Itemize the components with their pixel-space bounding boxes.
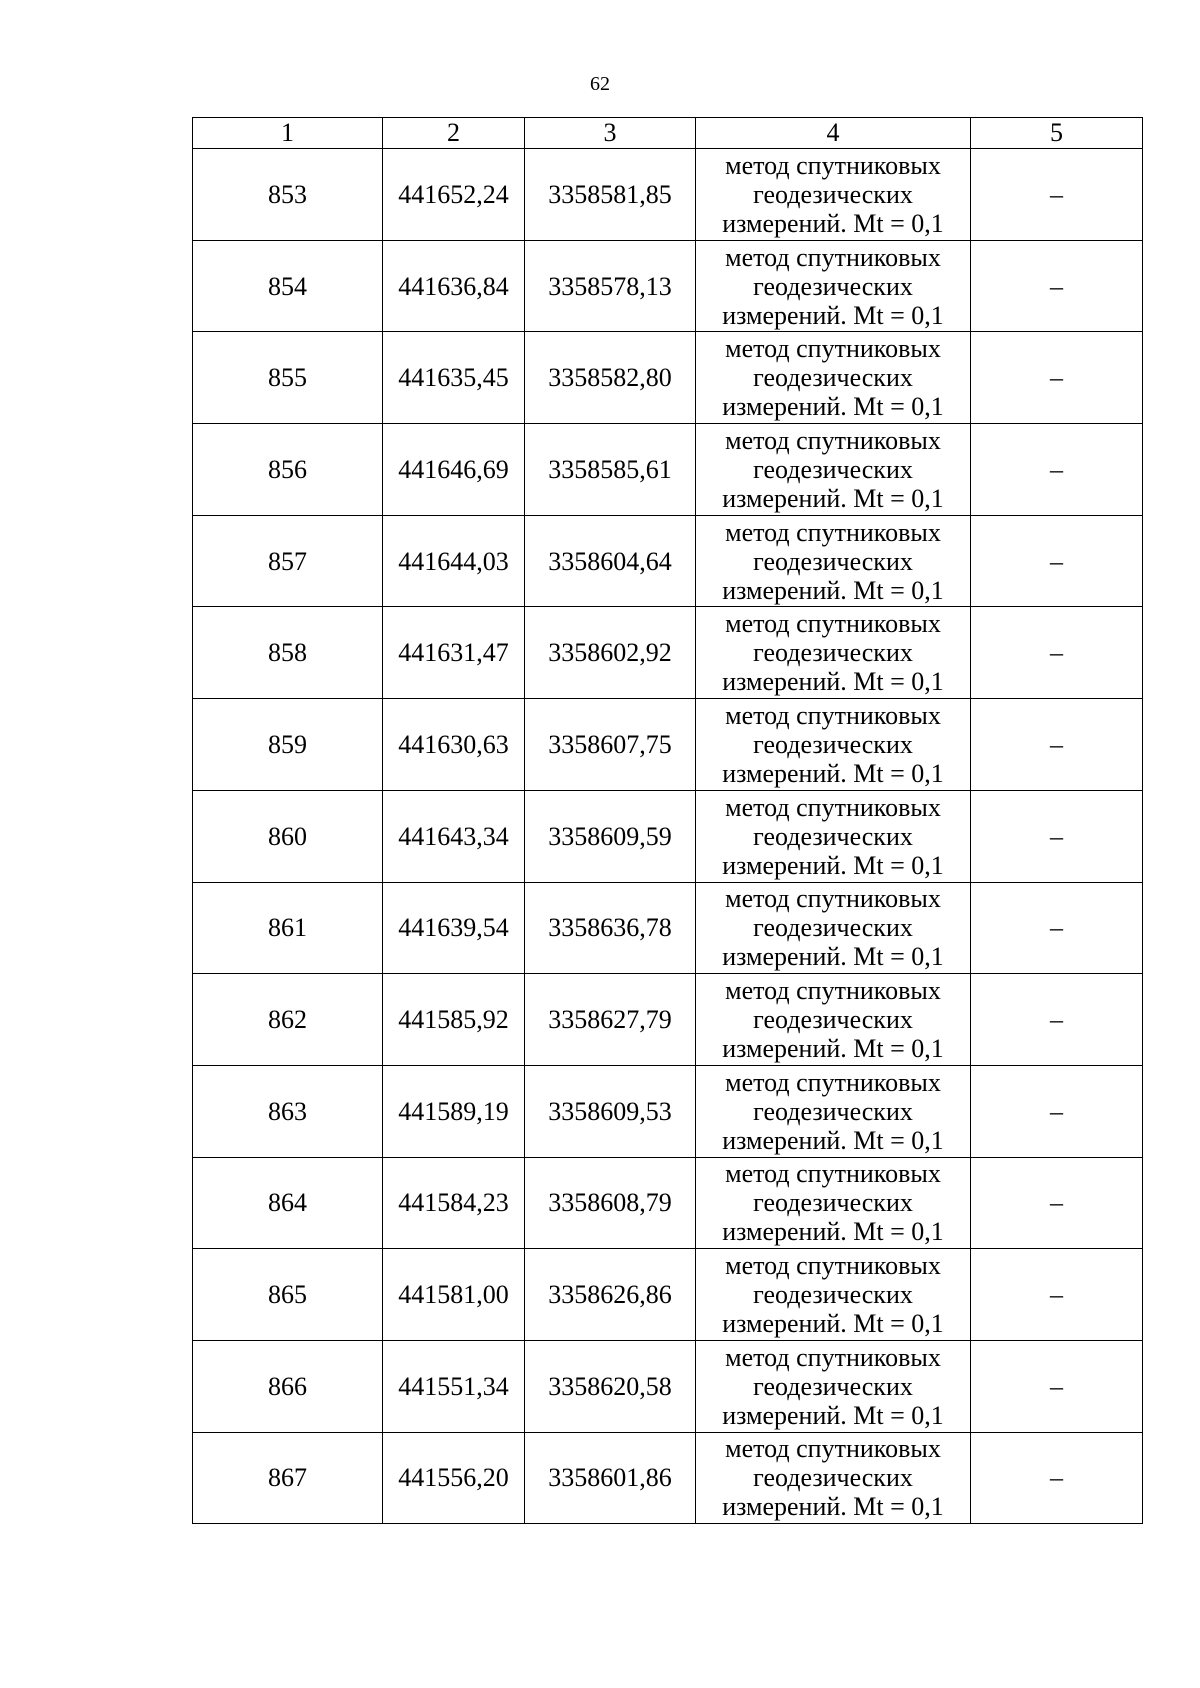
method-line: метод спутниковых	[725, 334, 941, 364]
note-cell: –	[971, 1340, 1143, 1432]
method-cell	[696, 515, 971, 607]
table-row	[193, 790, 1143, 882]
y-coordinate-cell: 3358581,85	[525, 149, 696, 241]
y-coordinate-cell: 3358608,79	[525, 1157, 696, 1249]
method-line: метод спутниковых	[725, 242, 941, 272]
note-cell: –	[971, 699, 1143, 791]
note-cell: –	[971, 332, 1143, 424]
method-cell	[696, 699, 971, 791]
y-coordinate-cell: 3358602,92	[525, 607, 696, 699]
point-number-cell: 854	[193, 240, 383, 332]
y-coordinate-cell: 3358626,86	[525, 1249, 696, 1341]
x-coordinate-cell: 441584,23	[383, 1157, 525, 1249]
header-cell-3: 3	[525, 118, 696, 149]
note-cell: –	[971, 1432, 1143, 1524]
y-coordinate-cell: 3358609,53	[525, 1065, 696, 1157]
method-line: геодезических	[753, 271, 913, 301]
page-number: 62	[590, 73, 610, 95]
point-number-cell: 853	[193, 149, 383, 241]
point-number-cell: 858	[193, 607, 383, 699]
method-line: измерений. Mt = 0,1	[722, 1400, 944, 1430]
method-cell	[696, 424, 971, 516]
method-line: измерений. Mt = 0,1	[722, 667, 944, 697]
method-line: геодезических	[753, 913, 913, 943]
method-line: геодезических	[753, 1096, 913, 1126]
method-line: геодезических	[753, 1371, 913, 1401]
point-number-cell: 866	[193, 1340, 383, 1432]
header-cell-2: 2	[383, 118, 525, 149]
y-coordinate-cell: 3358585,61	[525, 424, 696, 516]
point-number-cell: 856	[193, 424, 383, 516]
method-cell	[696, 882, 971, 974]
point-number-cell: 865	[193, 1249, 383, 1341]
x-coordinate-cell: 441636,84	[383, 240, 525, 332]
method-cell	[696, 974, 971, 1066]
y-coordinate-cell: 3358627,79	[525, 974, 696, 1066]
table-header	[193, 118, 1143, 149]
table-row	[193, 515, 1143, 607]
table-row	[193, 1432, 1143, 1524]
point-number-cell: 867	[193, 1432, 383, 1524]
point-number-cell: 864	[193, 1157, 383, 1249]
header-cell-5: 5	[971, 118, 1143, 149]
note-cell: –	[971, 149, 1143, 241]
method-line: геодезических	[753, 1280, 913, 1310]
method-line: метод спутниковых	[725, 517, 941, 547]
method-cell	[696, 1340, 971, 1432]
point-number-cell: 862	[193, 974, 383, 1066]
method-cell	[696, 332, 971, 424]
point-number-cell: 855	[193, 332, 383, 424]
method-line: измерений. Mt = 0,1	[722, 575, 944, 605]
x-coordinate-cell: 441635,45	[383, 332, 525, 424]
method-line: измерений. Mt = 0,1	[722, 1034, 944, 1064]
note-cell: –	[971, 790, 1143, 882]
header-row	[193, 118, 1143, 149]
method-cell	[696, 1249, 971, 1341]
method-line: геодезических	[753, 729, 913, 759]
y-coordinate-cell: 3358636,78	[525, 882, 696, 974]
table-body	[193, 149, 1143, 1524]
method-line: метод спутниковых	[725, 609, 941, 639]
method-line: геодезических	[753, 638, 913, 668]
method-cell	[696, 607, 971, 699]
x-coordinate-cell: 441556,20	[383, 1432, 525, 1524]
note-cell: –	[971, 882, 1143, 974]
y-coordinate-cell: 3358604,64	[525, 515, 696, 607]
method-line: геодезических	[753, 1463, 913, 1493]
x-coordinate-cell: 441585,92	[383, 974, 525, 1066]
table-row	[193, 1249, 1143, 1341]
point-number-cell: 860	[193, 790, 383, 882]
method-line: метод спутниковых	[725, 1434, 941, 1464]
method-line: измерений. Mt = 0,1	[722, 483, 944, 513]
note-cell: –	[971, 1065, 1143, 1157]
table-row	[193, 974, 1143, 1066]
method-line: геодезических	[753, 363, 913, 393]
point-number-cell: 859	[193, 699, 383, 791]
method-line: измерений. Mt = 0,1	[722, 1309, 944, 1339]
method-line: метод спутниковых	[725, 700, 941, 730]
note-cell: –	[971, 1157, 1143, 1249]
y-coordinate-cell: 3358620,58	[525, 1340, 696, 1432]
method-line: метод спутниковых	[725, 150, 941, 180]
method-line: измерений. Mt = 0,1	[722, 300, 944, 330]
y-coordinate-cell: 3358607,75	[525, 699, 696, 791]
header-cell-1: 1	[193, 118, 383, 149]
coordinates-table	[192, 117, 1143, 1524]
header-cell-4: 4	[696, 118, 971, 149]
x-coordinate-cell: 441589,19	[383, 1065, 525, 1157]
method-line: измерений. Mt = 0,1	[722, 1492, 944, 1522]
x-coordinate-cell: 441644,03	[383, 515, 525, 607]
note-cell: –	[971, 1249, 1143, 1341]
method-line: геодезических	[753, 1005, 913, 1035]
note-cell: –	[971, 240, 1143, 332]
x-coordinate-cell: 441551,34	[383, 1340, 525, 1432]
table-row	[193, 699, 1143, 791]
method-line: измерений. Mt = 0,1	[722, 942, 944, 972]
y-coordinate-cell: 3358582,80	[525, 332, 696, 424]
x-coordinate-cell: 441630,63	[383, 699, 525, 791]
method-line: измерений. Mt = 0,1	[722, 1125, 944, 1155]
point-number-cell: 857	[193, 515, 383, 607]
method-line: метод спутниковых	[725, 1251, 941, 1281]
table-row	[193, 1157, 1143, 1249]
table-row	[193, 424, 1143, 516]
method-line: метод спутниковых	[725, 884, 941, 914]
method-cell	[696, 240, 971, 332]
method-line: геодезических	[753, 546, 913, 576]
y-coordinate-cell: 3358609,59	[525, 790, 696, 882]
method-cell	[696, 1065, 971, 1157]
table-row	[193, 240, 1143, 332]
method-line: метод спутниковых	[725, 976, 941, 1006]
method-line: измерений. Mt = 0,1	[722, 392, 944, 422]
x-coordinate-cell: 441646,69	[383, 424, 525, 516]
point-number-cell: 863	[193, 1065, 383, 1157]
method-line: метод спутниковых	[725, 425, 941, 455]
x-coordinate-cell: 441652,24	[383, 149, 525, 241]
method-cell	[696, 1157, 971, 1249]
method-line: измерений. Mt = 0,1	[722, 758, 944, 788]
y-coordinate-cell: 3358578,13	[525, 240, 696, 332]
method-line: геодезических	[753, 1188, 913, 1218]
method-line: метод спутниковых	[725, 792, 941, 822]
method-cell	[696, 149, 971, 241]
method-line: метод спутниковых	[725, 1342, 941, 1372]
note-cell: –	[971, 607, 1143, 699]
method-line: метод спутниковых	[725, 1067, 941, 1097]
x-coordinate-cell: 441581,00	[383, 1249, 525, 1341]
method-cell	[696, 1432, 971, 1524]
point-number-cell: 861	[193, 882, 383, 974]
method-line: геодезических	[753, 454, 913, 484]
x-coordinate-cell: 441639,54	[383, 882, 525, 974]
table-row	[193, 1065, 1143, 1157]
note-cell: –	[971, 515, 1143, 607]
note-cell: –	[971, 424, 1143, 516]
table-row	[193, 607, 1143, 699]
method-line: измерений. Mt = 0,1	[722, 1217, 944, 1247]
y-coordinate-cell: 3358601,86	[525, 1432, 696, 1524]
method-line: метод спутниковых	[725, 1159, 941, 1189]
method-line: измерений. Mt = 0,1	[722, 208, 944, 238]
method-line: измерений. Mt = 0,1	[722, 850, 944, 880]
method-cell	[696, 790, 971, 882]
table-row	[193, 149, 1143, 241]
table-row	[193, 332, 1143, 424]
method-line: геодезических	[753, 179, 913, 209]
table-row	[193, 882, 1143, 974]
method-line: геодезических	[753, 821, 913, 851]
note-cell: –	[971, 974, 1143, 1066]
x-coordinate-cell: 441631,47	[383, 607, 525, 699]
x-coordinate-cell: 441643,34	[383, 790, 525, 882]
table-row	[193, 1340, 1143, 1432]
